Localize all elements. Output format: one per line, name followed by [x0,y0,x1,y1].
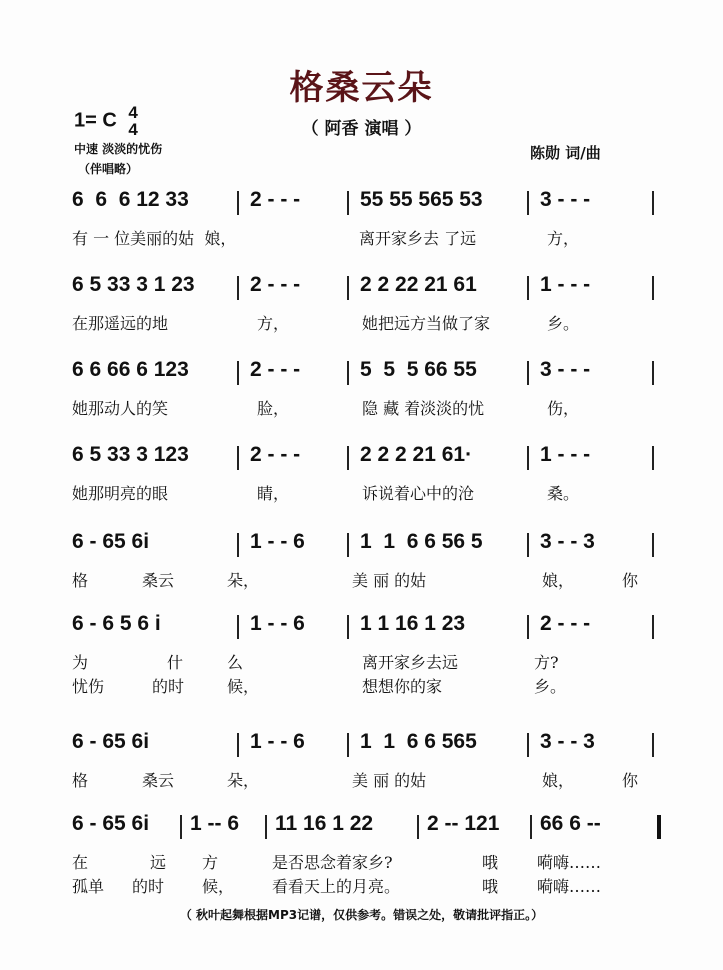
lyric-phrase: 美 丽 的姑 [352,771,427,790]
measure: 1 - - 6 [250,730,305,753]
lyric-phrase: 诉说着心中的沧 [362,484,475,503]
lyric-phrase: 是否思念着家乡? [272,853,393,872]
lyric-phrase: 孤单 [72,877,105,896]
measure: 6 - 65 6i [72,812,150,835]
lyric-phrase: 为 [72,653,89,672]
measure: 2 - - - [250,443,301,466]
lyric-phrase: 想想你的家 [362,677,443,696]
lyric-phrase: 桑云 [142,571,175,590]
lyric-phrase: 忧伤 [72,677,105,696]
notation-row [72,612,662,642]
measure: 2 2 2 21 61· [360,443,473,466]
measure: 1 1 16 1 23 [360,612,466,635]
lyric-phrase: 脸， [257,399,290,418]
barline [527,361,529,385]
barline [347,276,349,300]
lyric-phrase: 远 [150,853,167,872]
lyric-phrase: 离开家乡去 了远 [359,229,477,248]
time-signature [128,104,137,138]
barline [527,446,529,470]
lyric-phrase: 在 [72,853,89,872]
notation-row [72,530,662,560]
lyric-phrase: 伤， [547,399,580,418]
lyric-phrase: 看看天上的月亮。 [272,877,401,896]
barline [237,615,239,639]
measure: 6 - 65 6i [72,530,150,553]
lyric-phrase: 睛， [257,484,290,503]
measure: 6 - 65 6i [72,730,150,753]
song-title: 格桑云朵 [289,68,434,108]
measure: 2 - - - [250,188,301,211]
measure: 5 5 5 66 55 [360,358,477,381]
lyric-phrase: 格 [72,571,89,590]
lyric-phrase: 哦 [482,853,499,872]
measure: 1 - - - [540,273,591,296]
measure: 1 - - 6 [250,612,305,635]
lyric-phrase: 方 [202,853,219,872]
measure: 3 - - - [540,188,591,211]
barline [530,815,532,839]
lyric-phrase: 你 [622,771,639,790]
lyric-phrase: 在那遥远的地 [72,314,169,333]
barline [652,533,654,557]
measure: 6 6 6 12 33 [72,188,189,211]
barline [347,446,349,470]
lyric-phrase: 的时 [132,877,165,896]
barline [527,191,529,215]
lyric-phrase: 么 [227,653,244,672]
barline [347,615,349,639]
barline [652,361,654,385]
barline [237,733,239,757]
lyric-phrase: 嗬嗨…… [537,853,602,872]
measure: 6 6 66 6 123 [72,358,189,381]
measure: 2 - - - [250,358,301,381]
barline [417,815,419,839]
lyric-phrase: 格 [72,771,89,790]
barline [347,191,349,215]
lyric-phrase: 方? [534,653,559,672]
tempo-marking: 中速 淡淡的忧伤 [74,142,163,156]
measure: 1 1 6 6 565 [360,730,477,753]
lyric-phrase: 哦 [482,877,499,896]
measure: 6 5 33 3 123 [72,443,189,466]
barline [237,533,239,557]
lyric-phrase: 娘， [542,771,575,790]
measure: 1 -- 6 [190,812,240,835]
measure: 1 - - 6 [250,530,305,553]
notation-row [72,443,662,473]
measure: 1 - - - [540,443,591,466]
barline [652,733,654,757]
key-label: 1= C [74,109,117,132]
barline [652,191,654,215]
notation-row [72,273,662,303]
lyric-phrase: 朵， [227,771,260,790]
time-sig-bottom: 4 [128,120,138,139]
lyric-phrase: 方， [547,229,580,248]
measure: 2 - - - [540,612,591,635]
barline [347,733,349,757]
lyric-phrase: 她把远方当做了家 [362,314,491,333]
measure: 2 -- 121 [427,812,500,835]
lyric-phrase: 她那明亮的眼 [72,484,169,503]
barline [237,361,239,385]
barline [527,733,529,757]
barline [527,276,529,300]
barline [237,191,239,215]
measure: 3 - - - [540,358,591,381]
barline [527,615,529,639]
measure: 2 2 22 21 61 [360,273,477,296]
lyric-phrase: 嗬嗨…… [537,877,602,896]
measure: 66 6 -- [540,812,601,835]
measure: 3 - - 3 [540,530,595,553]
barline [652,615,654,639]
lyric-phrase: 美 丽 的姑 [352,571,427,590]
measure: 55 55 565 53 [360,188,483,211]
lyric-phrase: 你 [622,571,639,590]
lyric-phrase: 她那动人的笑 [72,399,169,418]
notation-row [72,812,662,842]
lyric-phrase: 的时 [152,677,185,696]
lyric-phrase: 离开家乡去远 [362,653,459,672]
lyric-phrase: 娘， [542,571,575,590]
singer-credit: （ 阿香 演唱 ） [301,119,422,139]
lyric-phrase: 候， [227,677,260,696]
measure: 11 16 1 22 [275,812,374,835]
lyric-phrase: 桑云 [142,771,175,790]
measure: 6 - 6 5 6 i [72,612,161,635]
key-signature [74,104,138,138]
measure: 1 1 6 6 56 5 [360,530,483,553]
notation-row [72,358,662,388]
lyric-phrase: 隐 藏 着淡淡的忧 [362,399,485,418]
measure: 6 5 33 3 1 23 [72,273,195,296]
lyric-phrase: 乡。 [547,314,580,333]
accompaniment-note: （伴唱略） [78,162,139,176]
lyric-phrase: 朵， [227,571,260,590]
lyric-phrase: 桑。 [547,484,580,503]
author-credit: 陈勋 词/曲 [530,144,601,162]
lyric-phrase: 方， [257,314,290,333]
lyric-phrase: 乡。 [534,677,567,696]
notation-row [72,730,662,760]
lyric-phrase: 什 [167,653,184,672]
time-sig-top: 4 [128,103,138,122]
barline [265,815,267,839]
lyric-phrase: 候， [202,877,235,896]
barline [180,815,182,839]
repeat-barline [657,815,661,839]
lyric-phrase: 有 一 位美丽的姑 娘， [72,229,237,248]
barline [527,533,529,557]
measure: 3 - - 3 [540,730,595,753]
measure: 2 - - - [250,273,301,296]
notation-row [72,188,662,218]
barline [652,276,654,300]
barline [237,446,239,470]
footer-note: （ 秋叶起舞根据MP3记谱，仅供参考。错误之处，敬请批评指正。） [179,908,544,922]
barline [237,276,239,300]
barline [347,361,349,385]
barline [347,533,349,557]
barline [652,446,654,470]
